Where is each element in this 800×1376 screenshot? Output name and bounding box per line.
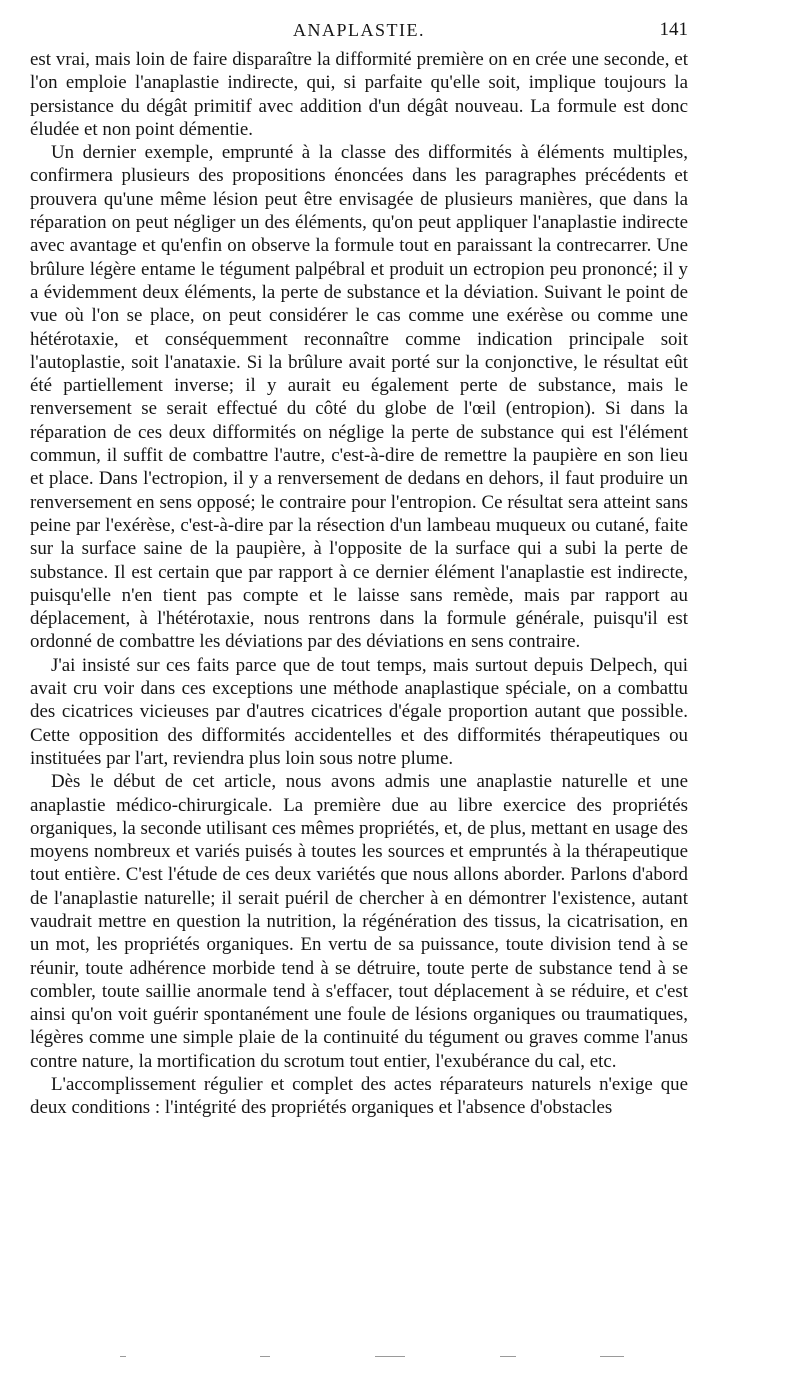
book-page — [30, 18, 688, 1120]
body-text — [30, 48, 688, 1120]
running-title: ANAPLASTIE. — [293, 20, 425, 40]
paragraph-5: L'accomplissement régulier et complet des actes réparateurs naturels n'exige que deux conditions : l'intégrité des propriétés organiques et l'absence d'obstacles — [30, 1074, 688, 1119]
page-number: 141 — [659, 19, 688, 40]
paragraph-4: Dès le début de cet article, nous avons admis une anaplastie naturelle et une anaplastie médico-chirurgicale. La première due au libre exercice des propriétés organiques, la seconde utilisant ces mêmes propriétés, et, de plus, mettant en usage des moyens nombreux et variés puisés à toutes les sources et empruntés à la thérapeutique tout entière. C'est l'étude de ces deux variétés que nous allons aborder. Parlons d'abord de l'anaplastie naturelle; il serait puéril de chercher à en démontrer l'existence, autant vaudrait mettre en question la nutrition, la régénération des tissus, la cicatrisation, en un mot, les propriétés organiques. En vertu de sa puissance, toute division tend à se réunir, toute adhérence morbide tend à se détruire, toute perte de substance tend à se combler, toute saillie anormale tend à s'effacer, tout déplacement à se réduire, et c'est ainsi qu'on voit guérir spontanément une foule de lésions organiques ou traumatiques, légères comme une simple plaie de la continuité du tégument ou graves comme l'anus contre nature, la mortification du scrotum tout entier, l'exubérance du cal, etc. — [30, 771, 688, 1072]
bleed-through-marks — [120, 1356, 680, 1360]
page-header — [30, 18, 688, 44]
paragraph-3: J'ai insisté sur ces faits parce que de tout temps, mais surtout depuis Delpech, qui avait cru voir dans ces exceptions une méthode anaplastique spéciale, on a combattu des cicatrices vicieuses par d'autres cicatrices d'égale proportion autant que possible. Cette opposition des difformités accidentelles et des difformités thérapeutiques ou instituées par l'art, reviendra plus loin sous notre plume. — [30, 654, 688, 769]
paragraph-2: Un dernier exemple, emprunté à la classe des difformités à éléments multiples, confirmera plusieurs des propositions énoncées dans les paragraphes précédents et prouvera qu'une même lésion peut être envisagée de plusieurs manières, que dans la réparation on peut négliger un des éléments, qu'on peut appliquer l'anaplastie indirecte avec avantage et qu'enfin on observe la formule tout en paraissant la contrecarrer. Une brûlure légère entame le tégument palpébral et produit un ectropion peu prononcé; il y a évidemment deux éléments, la perte de substance et la déviation. Suivant le point de vue où l'on se place, on peut considérer le cas comme une exérèse ou comme une hétérotaxie, et conséquemment reconnaître comme indication principale soit l'autoplastie, soit l'anataxie. Si la brûlure avait porté sur la conjonctive, le résultat eût été partiellement inverse; il y aurait eu également perte de substance, mais le renversement se serait effectué du côté du globe de l'œil (entropion). Si dans la réparation de ces deux difformités on néglige la perte de substance qui est l'élément commun, il suffit de combattre l'autre, c'est-à-dire de remettre la paupière en son lieu et place. Dans l'ectropion, il y a renversement de dedans en dehors, il faut produire un renversement en sens opposé; le contraire pour l'entropion. Ce résultat sera atteint sans peine par l'exérèse, c'est-à-dire par la résection d'un lambeau muqueux ou cutané, faite sur la surface saine de la paupière, à l'opposite de la surface qui a subi la perte de substance. Il est certain que par rapport à ce dernier élément l'anaplastie est indirecte, puisqu'elle n'en tient pas compte et le laisse sans remède, mais par rapport au déplacement, à l'hétérotaxie, nous rentrons dans la formule générale, puisqu'il est ordonné de combattre les déviations par des déviations en sens contraire. — [30, 142, 688, 653]
paragraph-1: est vrai, mais loin de faire disparaître la difformité première on en crée une seconde, et l'on emploie l'anaplastie indirecte, qui, si parfaite qu'elle soit, implique toujours la persistance du dégât primitif avec addition d'un dégât nouveau. La formule est donc éludée et non point démentie. — [30, 49, 688, 140]
